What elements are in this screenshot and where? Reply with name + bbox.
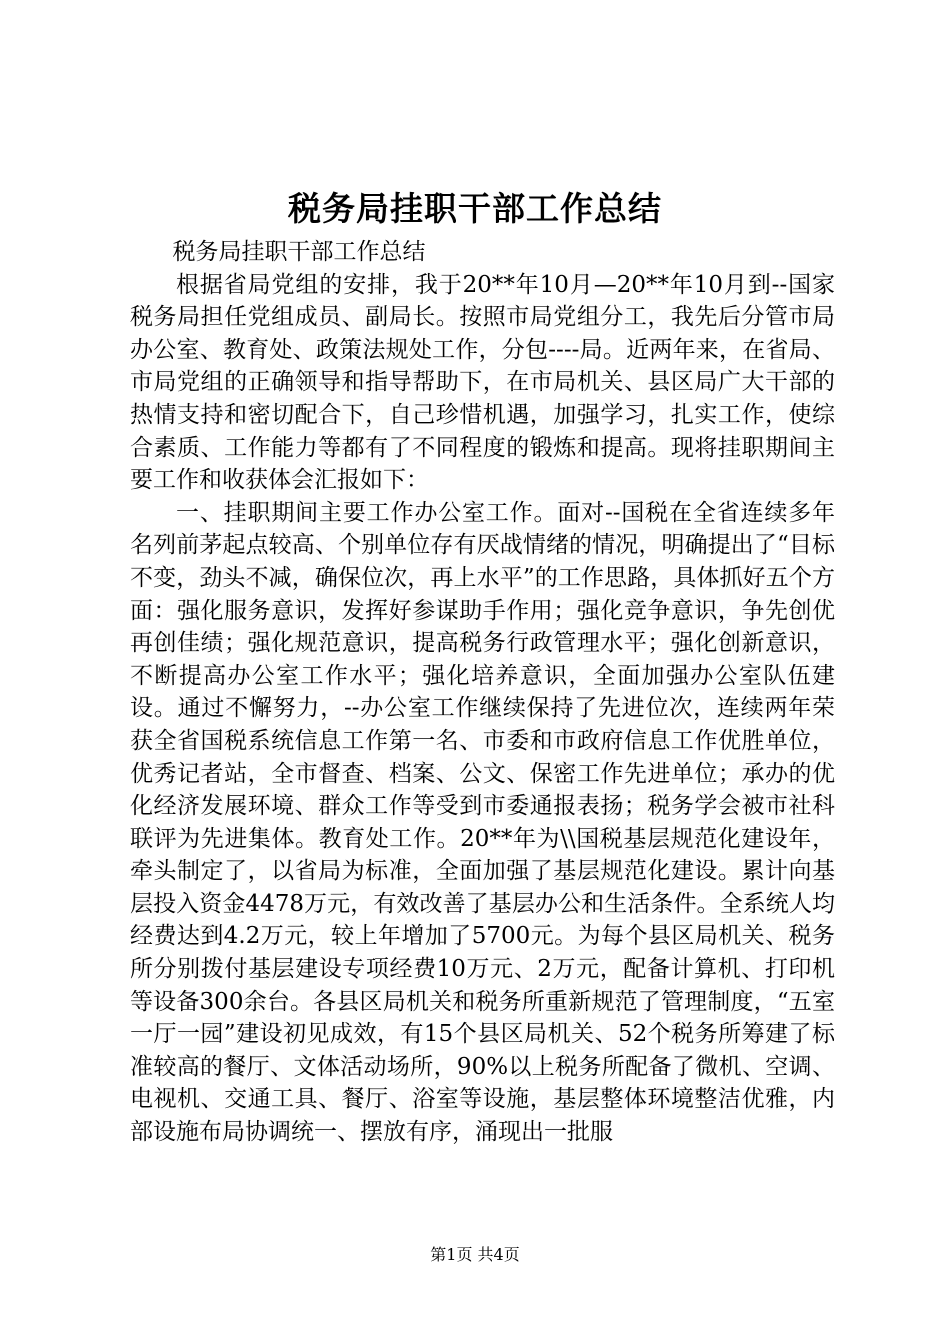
- page-number: 第1页 共4页: [430, 1245, 520, 1264]
- document-title: 税务局挂职干部工作总结: [288, 189, 662, 228]
- document-body: [130, 236, 835, 1149]
- document-subtitle: 税务局挂职干部工作总结: [172, 239, 426, 265]
- paragraph-2: 一、挂职期间主要工作办公室工作。面对--国税在全省连续多年名列前茅起点较高、个别单位存有厌战情绪的情况，明确提出了“目标不变，劲头不减，确保位次，再上水平”的工作思路，具体抓好五个方面：强化服务意识，发挥好参谋助手作用；强化竞争意识，争先创优再创佳绩；强化规范意识，提高税务行政管理水平；强化创新意识，不断提高办公室工作水平；强化培养意识，全面加强办公室队伍建设。通过不懈努力，--办公室工作继续保持了先进位次，连续两年荣获全省国税系统信息工作第一名、市委和市政府信息工作优胜单位，优秀记者站，全市督查、档案、公文、保密工作先进单位；承办的优化经济发展环境、群众工作等受到市委通报表扬；税务学会被市社科联评为先进集体。教育处工作。20**年为\\国税基层规范化建设年，牵头制定了，以省局为标准，全面加强了基层规范化建设。累计向基层投入资金4478万元，有效改善了基层办公和生活条件。全系统人均经费达到4.2万元，较上年增加了5700元。为每个县区局机关、税务所分别拨付基层建设专项经费10万元、2万元，配备计算机、打印机等设备300余台。各县区局机关和税务所重新规范了管理制度，“五室一厅一园”建设初见成效，有15个县区局机关、52个税务所筹建了标准较高的餐厅、文体活动场所，90%以上税务所配备了微机、空调、电视机、交通工具、餐厅、浴室等设施，基层整体环境整洁优雅，内部设施布局协调统一、摆放有序，涌现出一批服: [130, 499, 835, 1146]
- paragraph-1: 根据省局党组的安排，我于20**年10月—20**年10月到--国家税务局担任党组成员、副局长。按照市局党组分工，我先后分管市局办公室、教育处、政策法规处工作，分包----局。近两年来，在省局、市局党组的正确领导和指导帮助下，在市局机关、县区局广大干部的热情支持和密切配合下，自己珍惜机遇，加强学习，扎实工作，使综合素质、工作能力等都有了不同程度的锻炼和提高。现将挂职期间主要工作和收获体会汇报如下：: [130, 271, 835, 494]
